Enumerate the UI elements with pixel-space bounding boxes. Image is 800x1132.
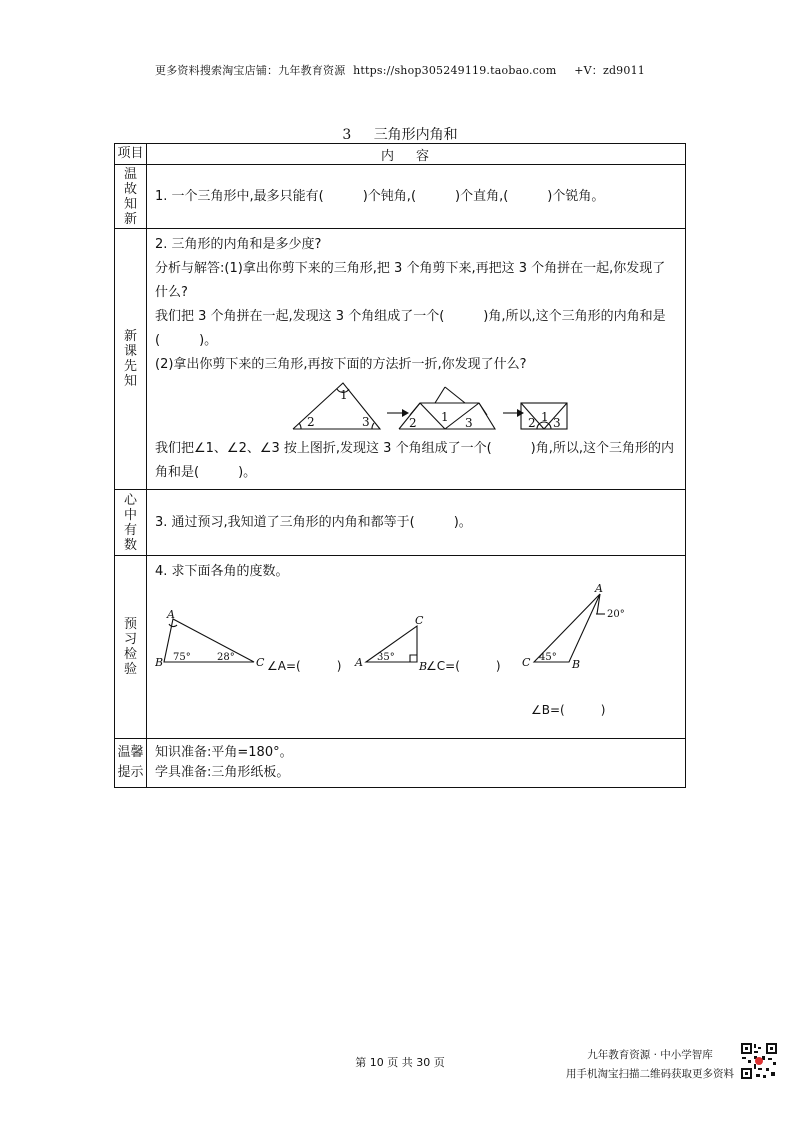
brand-line-1: 九年教育资源 · 中小学智库 <box>587 1049 713 1061</box>
tri3-angle-C: 45° <box>539 652 557 663</box>
rect-label-2: 2 <box>528 416 536 430</box>
label-text: 温馨提示 <box>117 745 144 780</box>
tri1-B: B <box>155 656 164 669</box>
preview-worksheet <box>114 143 686 788</box>
label-text: 预习检验 <box>124 617 138 677</box>
tri1-C: C <box>256 656 265 669</box>
fold-label-1: 1 <box>340 388 348 402</box>
tri2-C: C <box>415 614 424 627</box>
tri2-B: B <box>419 660 428 673</box>
row-label-self-check <box>115 490 147 556</box>
tri2-A: A <box>355 656 363 669</box>
lesson-number: 3 <box>342 127 352 143</box>
col-header-item: 项目 <box>115 144 147 165</box>
page-header <box>0 62 800 78</box>
folding-conclusion: 我们把∠1、∠2、∠3 按上图折,发现这 3 个角组成了一个( )角,所以,这个三角形的内角和是( )。 <box>155 441 674 480</box>
tri1-angle-C: 28° <box>217 652 235 663</box>
label-text: 温故知新 <box>124 166 138 227</box>
analysis-para-1: 分析与解答:(1)拿出你剪下来的三角形,把 3 个角剪下来,再把这 3 个角拼在一起,你发现了什么? <box>155 261 666 300</box>
rect-label-1: 1 <box>541 410 549 424</box>
footer-brand <box>566 1046 734 1084</box>
review-question <box>147 165 686 229</box>
qr-code-icon <box>740 1042 778 1080</box>
brand-line-2: 用手机淘宝扫描二维码获取更多资料 <box>566 1068 734 1080</box>
folding-diagram <box>155 377 675 437</box>
tri2-angle-A: 35° <box>377 652 395 663</box>
shop-url[interactable]: https://shop305249119.taobao.com <box>353 64 557 77</box>
analysis-para-2: 我们把 3 个角拼在一起,发现这 3 个角组成了一个( )角,所以,这个三角形的内角和是( )。 <box>155 309 666 348</box>
tri3-angle-A: 20° <box>607 609 625 620</box>
col-header-content: 内容 <box>147 144 686 165</box>
tri3-C: C <box>522 656 531 669</box>
fold-label-1b: 1 <box>441 410 449 424</box>
new-lesson-content <box>147 229 686 490</box>
page-number: 第 10 页 共 30 页 <box>355 1056 445 1069</box>
rect-label-3: 3 <box>553 416 561 430</box>
row-label-exercise <box>115 556 147 739</box>
tri2-answer: ∠C=( ) <box>426 659 501 673</box>
row-label-review <box>115 165 147 229</box>
row-label-new-lesson <box>115 229 147 490</box>
fold-label-3b: 3 <box>465 416 473 430</box>
exercise-content <box>147 556 686 739</box>
triangle-figures <box>155 584 675 734</box>
tri1-A: A <box>167 608 175 621</box>
tri3-A: A <box>595 584 603 595</box>
self-check-content <box>147 490 686 556</box>
question-4: 4. 求下面各角的度数。 <box>155 564 289 579</box>
tri3-answer: ∠B=( ) <box>531 703 606 717</box>
tip-knowledge: 知识准备:平角=180°。 <box>155 745 293 760</box>
fold-label-2b: 2 <box>409 416 417 430</box>
lesson-title <box>0 124 800 144</box>
angle-exercises <box>155 584 677 734</box>
shop-name: 更多资料搜索淘宝店铺：九年教育资源 <box>155 64 346 77</box>
folding-figure <box>155 377 677 437</box>
tri1-angle-B: 75° <box>173 652 191 663</box>
tri3-B: B <box>572 658 581 671</box>
lesson-name: 三角形内角和 <box>373 127 458 143</box>
question-1: 1. 一个三角形中,最多只能有( )个钝角,( )个直角,( )个锐角。 <box>155 188 605 204</box>
question-3: 3. 通过预习,我知道了三角形的内角和都等于( )。 <box>155 514 472 530</box>
fold-label-3: 3 <box>362 415 370 429</box>
fold-label-2: 2 <box>307 415 315 429</box>
analysis-para-3: (2)拿出你剪下来的三角形,再按下面的方法折一折,你发现了什么? <box>155 357 527 372</box>
tips-content <box>147 739 686 788</box>
contact-info: +V：zd9011 <box>574 64 645 77</box>
label-text: 心中有数 <box>124 492 138 553</box>
label-text: 新课先知 <box>124 329 138 389</box>
tri1-answer: ∠A=( ) <box>267 659 342 673</box>
tip-tools: 学具准备:三角形纸板。 <box>155 765 290 780</box>
row-label-tips <box>115 739 147 788</box>
question-2: 2. 三角形的内角和是多少度? <box>155 237 322 252</box>
